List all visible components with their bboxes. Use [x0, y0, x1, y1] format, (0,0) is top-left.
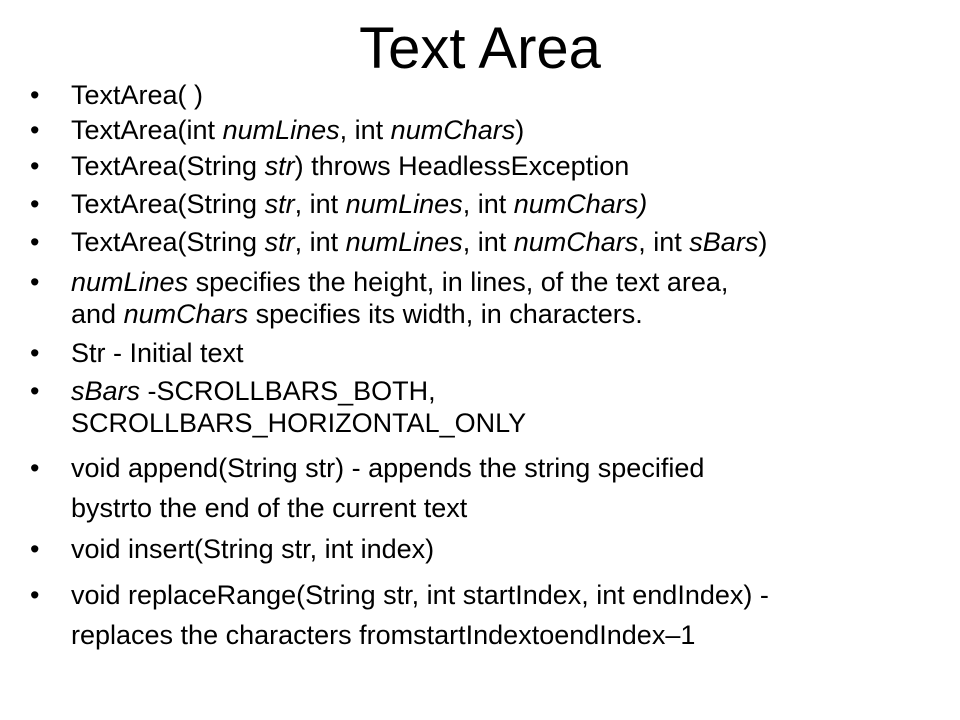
bullet-text	[71, 266, 728, 330]
italic-term: numChars	[513, 227, 639, 257]
italic-term: numChars)	[513, 189, 648, 219]
italic-term: numLines	[345, 227, 463, 257]
slide-title: Text Area	[359, 16, 601, 81]
bullet-dot: •	[30, 80, 40, 110]
text-run: TextArea( )	[71, 80, 204, 110]
bullet-text	[71, 448, 704, 528]
italic-term: str	[264, 227, 295, 257]
italic-term: numLines	[345, 189, 463, 219]
text-run: , int	[638, 227, 690, 257]
bullet-text	[71, 114, 524, 146]
text-run: )	[758, 227, 768, 257]
bullet-text	[71, 375, 526, 439]
text-run: TextArea(int	[71, 115, 223, 145]
text-run: TextArea(String	[71, 189, 265, 219]
italic-term: numChars	[123, 299, 249, 329]
italic-term: numChars	[390, 115, 516, 145]
bullet-text	[71, 150, 629, 182]
bullet-dot: •	[30, 267, 40, 297]
text-run: and	[71, 299, 124, 329]
text-run: , int	[462, 189, 514, 219]
text-run: Str - Initial text	[71, 338, 244, 368]
text-run: )	[515, 115, 525, 145]
text-run: bystrto the end of the current text	[71, 493, 468, 523]
text-run: void replaceRange(String str, int startIndex, int endIndex) -	[71, 580, 769, 610]
text-run: , int	[294, 189, 346, 219]
italic-term: str	[264, 151, 295, 181]
bullet-line	[71, 266, 728, 298]
bullet-dot: •	[30, 338, 40, 368]
italic-term: str	[264, 189, 295, 219]
bullet-dot: •	[30, 376, 40, 406]
bullet-dot: •	[30, 534, 40, 564]
bullet-dot: •	[30, 115, 40, 145]
bullet-line	[71, 375, 526, 407]
text-run: specifies its width, in characters.	[248, 299, 643, 329]
bullet-line	[71, 298, 728, 330]
bullet-dot: •	[30, 580, 40, 610]
bullet-text	[71, 188, 647, 220]
bullet-line	[71, 407, 526, 439]
bullet-dot: •	[30, 453, 40, 483]
bullet-dot: •	[30, 189, 40, 219]
bullet-line	[71, 575, 769, 615]
text-run: ) throws HeadlessException	[294, 151, 630, 181]
text-run: SCROLLBARS_HORIZONTAL_ONLY	[71, 408, 527, 438]
bullet-text	[71, 226, 767, 258]
italic-term: sBars	[71, 376, 141, 406]
bullet-line	[71, 488, 704, 528]
text-run: , int	[294, 227, 346, 257]
italic-term: numLines	[222, 115, 340, 145]
bullet-text	[71, 533, 434, 565]
text-run: replaces the characters fromstartIndextoendIndex–1	[71, 620, 696, 650]
italic-term: numLines	[71, 267, 189, 297]
bullet-text	[71, 79, 203, 111]
italic-term: sBars	[689, 227, 759, 257]
bullet-dot: •	[30, 227, 40, 257]
text-run: -SCROLLBARS_BOTH,	[140, 376, 436, 406]
text-run: , int	[339, 115, 391, 145]
bullet-text	[71, 337, 244, 369]
text-run: , int	[462, 227, 514, 257]
text-run: void append(String str) - appends the string specified	[71, 453, 705, 483]
bullet-line	[71, 448, 704, 488]
text-run: void insert(String str, int index)	[71, 534, 435, 564]
bullet-dot: •	[30, 151, 40, 181]
text-run: TextArea(String	[71, 227, 265, 257]
bullet-text	[71, 575, 769, 655]
text-run: specifies the height, in lines, of the text area,	[188, 267, 729, 297]
text-run: TextArea(String	[71, 151, 265, 181]
bullet-line	[71, 615, 769, 655]
